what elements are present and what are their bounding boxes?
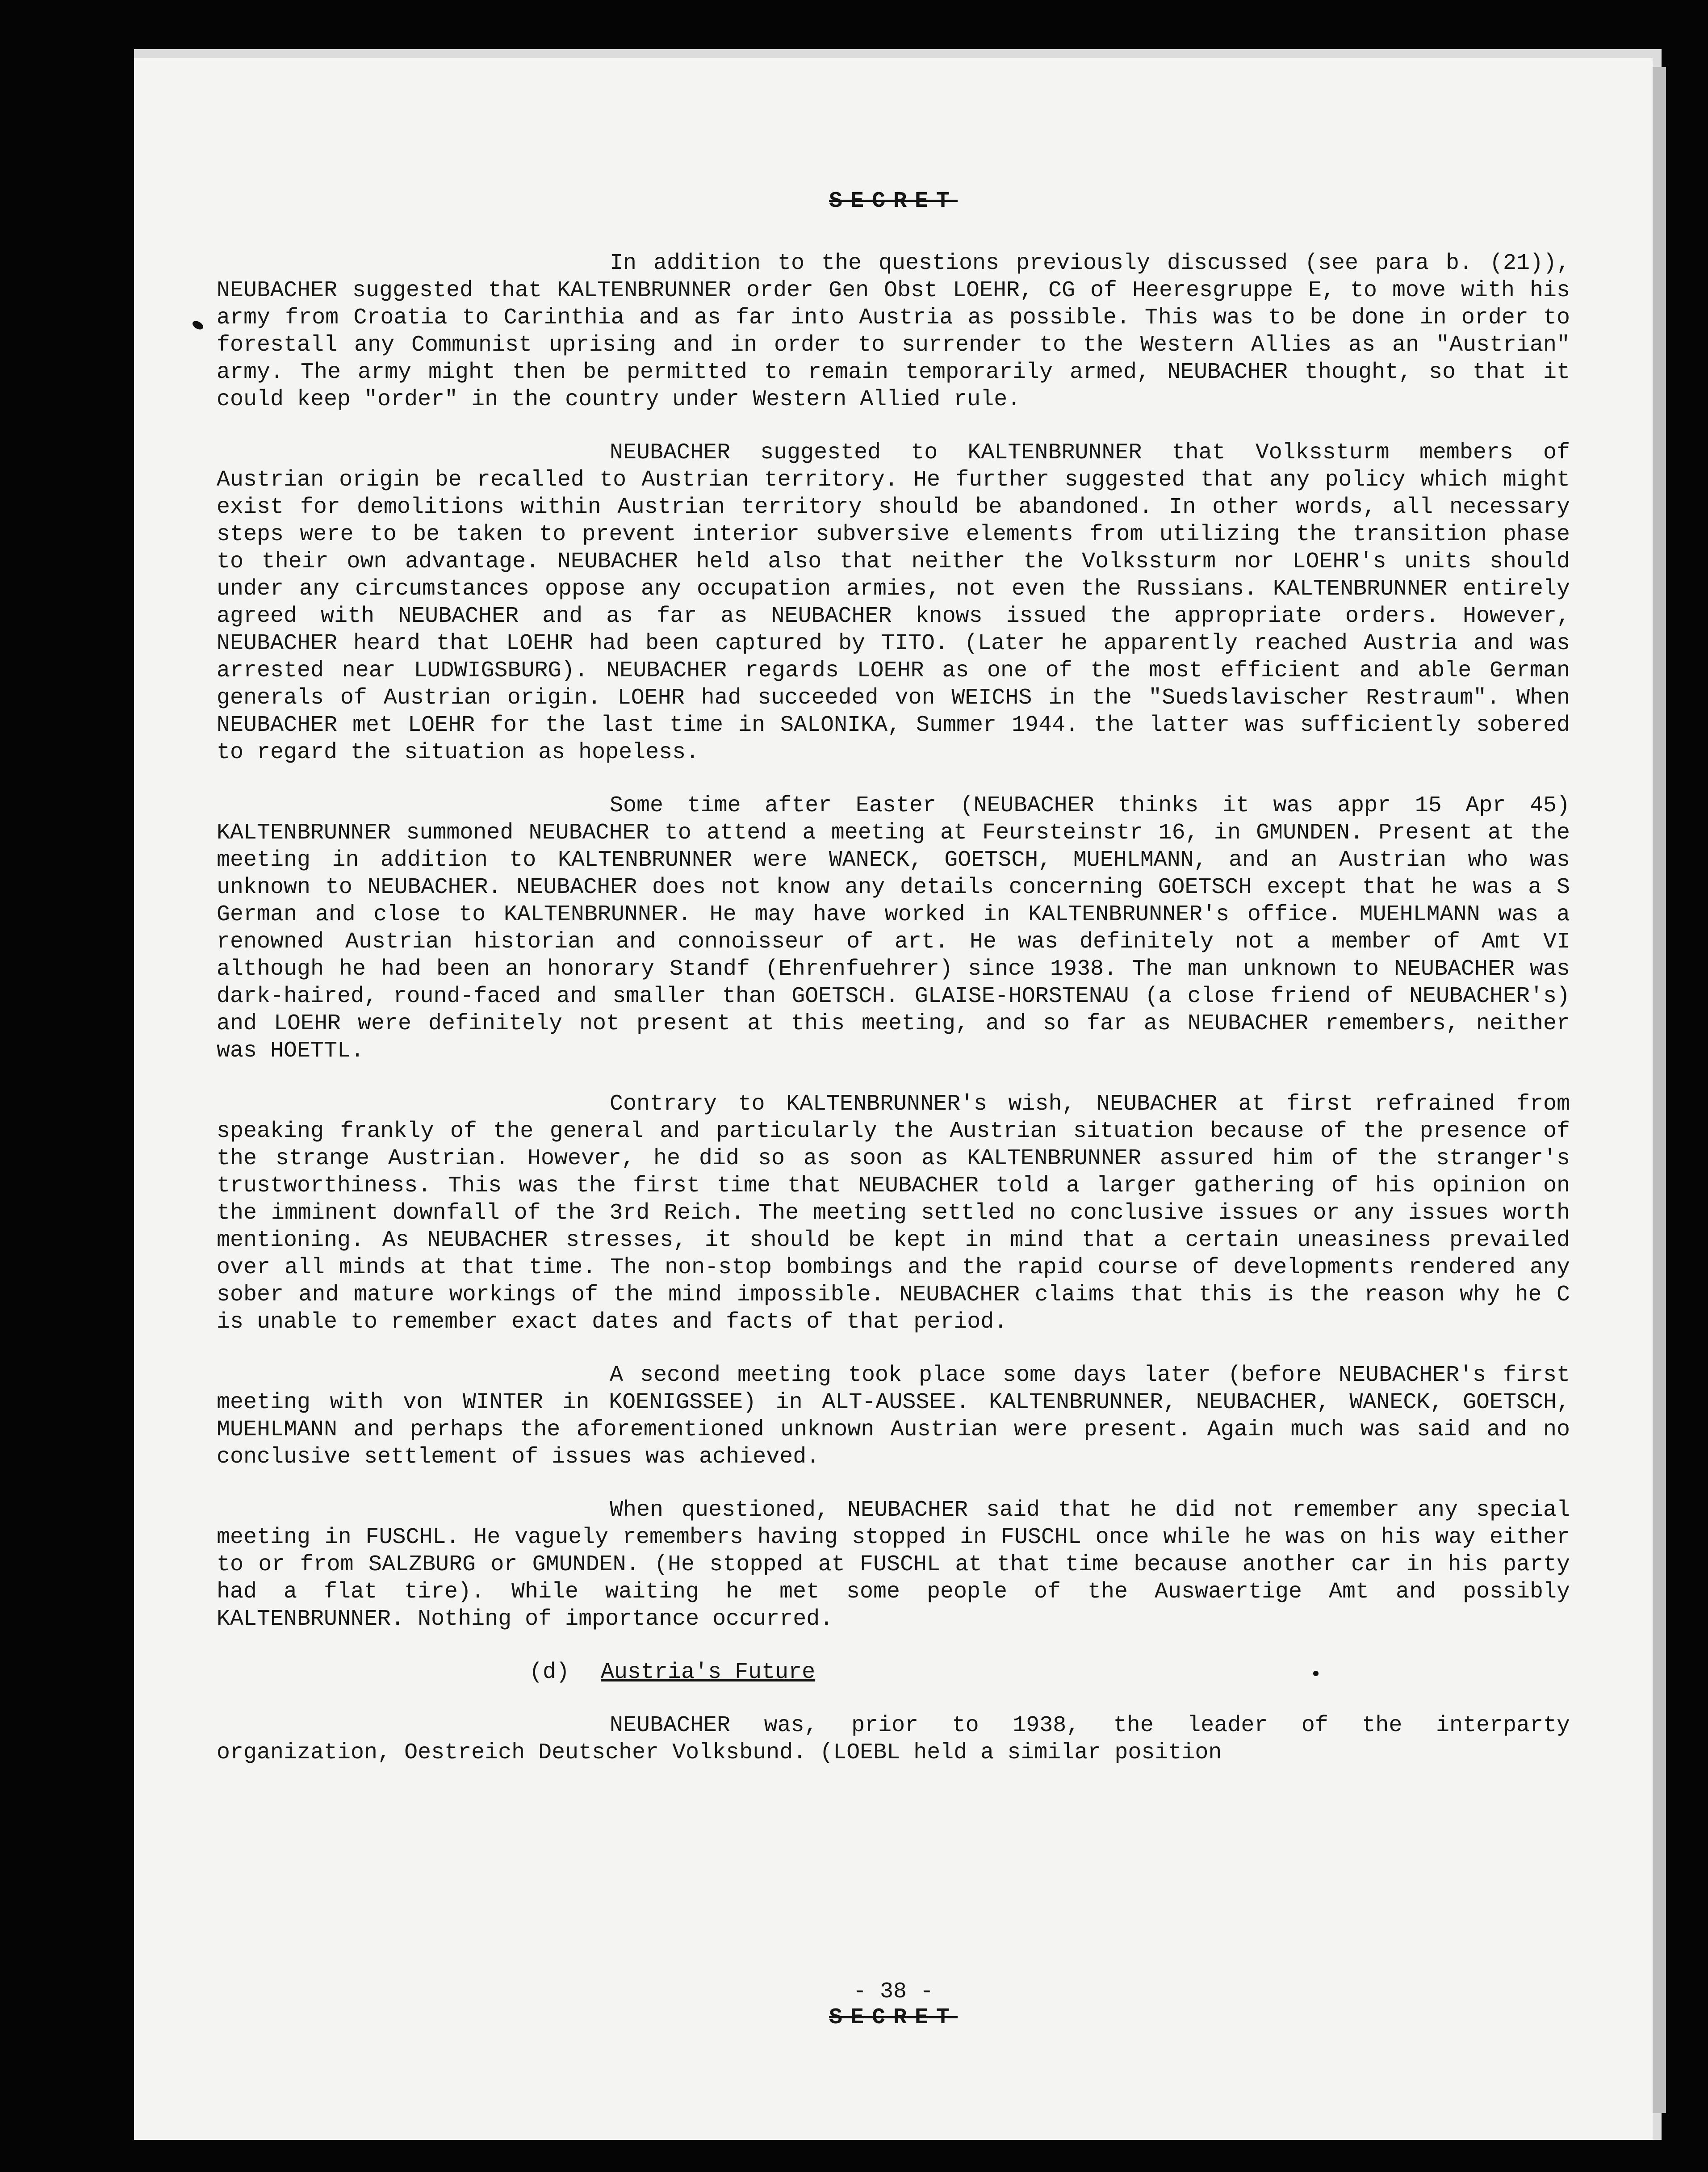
section-label: (d): [529, 1660, 570, 1685]
paragraph-fuschl: When questioned, NEUBACHER said that he did not remember any special meeting in FUSCHL. He vaguely remembers having stopped in FUSCHL once while he was on his way either to or from SALZBURG or GMUNDEN. (He stopped at FUSCHL at that time because another car in his party had a flat tire). While waiting he met some people of the Auswaertige Amt and possibly KALTENBRUNNER. Nothing of importance occurred.: [217, 1497, 1570, 1632]
document-body: [217, 188, 1570, 1792]
paragraph-loehr-army: In addition to the questions previously discussed (see para b. (21)), NEUBACHER suggested that KALTENBRUNNER order Gen Obst LOEHR, CG of Heeresgruppe E, to move with his army from Croatia to Carinthia and as far into Austria as possible. This was to be done in order to forestall any Communist uprising and in order to surrender to the Western Allies as an "Austrian" army. The army might then be permitted to remain temporarily armed, NEUBACHER thought, so that it could keep "order" in the country under Western Allied rule.: [217, 251, 1570, 412]
paragraph-gmunden-meeting: Some time after Easter (NEUBACHER thinks it was appr 15 Apr 45) KALTENBRUNNER summoned NEUBACHER to attend a meeting at Feursteinstr 16, in GMUNDEN. Present at the meeting in addition to KALTENBRUNNER were WANECK, GOETSCH, MUEHLMANN, and an Austrian who was unknown to NEUBACHER. NEUBACHER does not know any details concerning GOETSCH except that he was a S German and close to KALTENBRUNNER. He may have worked in KALTENBRUNNER's office. MUEHLMANN was a renowned Austrian historian and connoisseur of art. He was definitely not a member of Amt VI although he had been an honorary Standf (Ehrenfuehrer) since 1938. The man unknown to NEUBACHER was dark-haired, round-faced and smaller than GOETSCH. GLAISE-HORSTENAU (a close friend of NEUBACHER's) and LOEHR were definitely not present at this meeting, and so far as NEUBACHER remembers, neither was HOETTL.: [217, 793, 1570, 1064]
document-page: [134, 58, 1653, 2140]
paragraph-volkssturm: NEUBACHER suggested to KALTENBRUNNER that Volkssturm members of Austrian origin be recalled to Austrian territory. He further suggested that any policy which might exist for demolitions within Austrian territory should be abandoned. In other words, all necessary steps were to be taken to prevent interior subversive elements from utilizing the transition phase to their own advantage. NEUBACHER held also that neither the Volkssturm nor LOEHR's units should under any circumstances oppose any occupation armies, not even the Russians. KALTENBRUNNER entirely agreed with NEUBACHER and as far as NEUBACHER knows issued the appropriate orders. However, NEUBACHER heard that LOEHR had been captured by TITO. (Later he apparently reached Austria and was arrested near LUDWIGSBURG). NEUBACHER regards LOEHR as one of the most efficient and able German generals of Austrian origin. LOEHR had succeeded von WEICHS in the "Suedslavischer Restraum". When NEUBACHER met LOEHR for the last time in SALONIKA, Summer 1944. the latter was sufficiently sobered to regard the situation as hopeless.: [217, 440, 1570, 765]
page-footer: [134, 1979, 1653, 2031]
section-title: Austria's Future: [601, 1660, 816, 1685]
page-number: - 38 -: [853, 1979, 934, 2004]
classification-header: SECRET: [829, 189, 958, 214]
page-edge-strip: [1653, 67, 1666, 2113]
classification-footer: SECRET: [829, 2005, 958, 2030]
paragraph-alt-aussee-meeting: A second meeting took place some days later (before NEUBACHER's first meeting with von WINTER in KOENIGSSEE) in ALT-AUSSEE. KALTENBRUNNER, NEUBACHER, WANECK, GOETSCH, MUEHLMANN and perhaps the aforementioned unknown Austrian were present. Again much was said and no conclusive settlement of issues was achieved.: [217, 1363, 1570, 1470]
punch-hole-mark: [191, 319, 205, 331]
section-heading: [217, 1659, 1570, 1686]
paragraph-austria-future: NEUBACHER was, prior to 1938, the leader of the interparty organization, Oestreich Deutscher Volksbund. (LOEBL held a similar position: [217, 1713, 1570, 1765]
paragraph-austrian-situation: Contrary to KALTENBRUNNER's wish, NEUBACHER at first refrained from speaking frankly of the general and particularly the Austrian situation because of the presence of the strange Austrian. However, he did so as soon as KALTENBRUNNER assured him of the stranger's trustworthiness. This was the first time that NEUBACHER told a larger gathering of his opinion on the imminent downfall of the 3rd Reich. The meeting settled no conclusive issues or any issues worth mentioning. As NEUBACHER stresses, it should be kept in mind that a certain uneasiness prevailed over all minds at that time. The non-stop bombings and the rapid course of developments rendered any sober and mature workings of the mind impossible. NEUBACHER claims that this is the reason why he C is unable to remember exact dates and facts of that period.: [217, 1091, 1570, 1335]
